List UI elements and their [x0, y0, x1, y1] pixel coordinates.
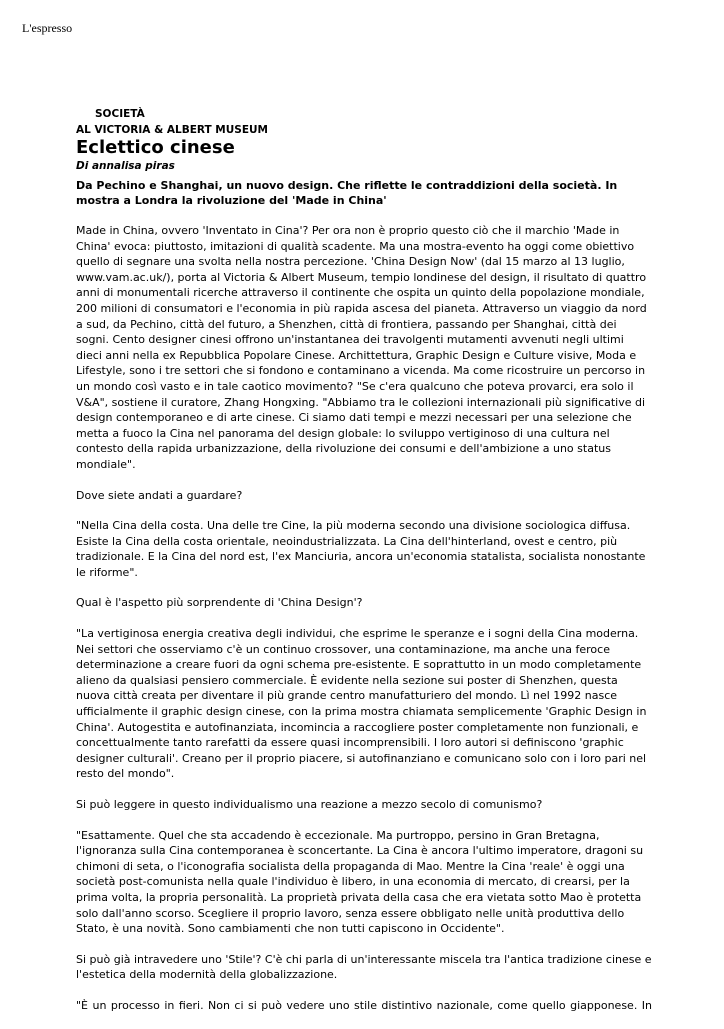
section-label: SOCIETÀ	[95, 108, 145, 120]
author-byline: Di annalisa piras	[76, 160, 175, 172]
answer-2: "La vertiginosa energia creativa degli individui, che esprime le speranze e i sogni della Cina moderna. Nei settori che osserviamo c'è un continuo crossover, una contaminazione, ma anche una feroce determinazione a creare fuori da ogni schema pre-esistente. E soprattutto in un modo completamente alieno da qualsiasi pensiero commerciale. È evidente nella sezione sui poster di Shenzhen, questa nuova città creata per diventare il più grande centro manufatturiero del mondo. Lì nel 1992 nasce ufficialmente il graphic design cinese, con la prima mostra chiamata semplicemente 'Graphic Design in China'. Autogestita e autofinanziata, incomincia a raccogliere poster completamente non funzionali, e concettualmente tanto rarefatti da essere quasi incomprensibili. I loro autori si definiscono 'graphic designer culturali'. Creano per il proprio piacere, si autofinanziano e comunicano solo con i loro pari nel resto del mondo".	[76, 627, 647, 781]
kicker: AL VICTORIA & ALBERT MUSEUM	[76, 124, 268, 136]
article-body	[76, 223, 652, 1014]
question-3: Si può leggere in questo individualismo una reazione a mezzo secolo di comunismo?	[76, 798, 543, 811]
question-4: Si può già intravedere uno 'Stile'? C'è chi parla di un'interessante miscela tra l'antica tradizione cinese e l'estetica della modernità della globalizzazione.	[76, 952, 652, 982]
answer-1: "Nella Cina della costa. Una delle tre Cine, la più moderna secondo una divisione sociologica diffusa. Esiste la Cina della costa orientale, neoindustrializzata. La Cina dell'hinterland, ovest e centro, più tradizionale. E la Cina del nord est, l'ex Manciuria, ancora un'economia statalista, socialista nonostante le riforme".	[76, 519, 646, 579]
answer-3: "Esattamente. Quel che sta accadendo è eccezionale. Ma purtroppo, persino in Gran Bretagna, l'ignoranza sulla Cina contemporanea è sconcertante. La Cina è ancora l'ultimo imperatore, dragoni su chimoni di seta, o l'iconografia socialista della propaganda di Mao. Mentre la Cina 'reale' è oggi una società post-comunista nella quale l'individuo è libero, in una economia di mercato, di crearsi, per la prima volta, la propria personalità. La proprietà privata della casa che era vietata sotto Mao è protetta solo dall'anno scorso. Scegliere il proprio lavoro, senza essere obbligato nelle unità produttiva dello Stato, è una novità. Sono cambiamenti che non tutti capiscono in Occidente".	[76, 828, 644, 936]
question-2: Qual è l'aspetto più sorprendente di 'China Design'?	[76, 596, 363, 610]
answer-4-partial: "È un processo in fieri. Non ci si può vedere uno stile distintivo nazionale, come quello giapponese. In	[76, 998, 652, 1012]
article-subtitle: Da Pechino e Shanghai, un nuovo design. Che riflette le contraddizioni della società. In mostra a Londra la rivoluzione del 'Made in China'	[76, 179, 618, 207]
paragraph-intro: Made in China, ovvero 'Inventato in Cina'? Per ora non è proprio questo ciò che il marchio 'Made in China' evoca: piuttosto, imitazioni di qualità scadente. Ma una mostra-evento ha oggi come obiettivo quello di segnare una svolta nella nostra percezione. 'China Design Now' (dal 15 marzo al 13 luglio, www.vam.ac.uk/), porta al Victoria & Albert Museum, tempio londinese del design, il risultato di quattro anni di monumentali ricerche attraverso il continente che ospita un quinto della popolazione mondiale, 200 milioni di consumatori e l'economia in più rapida ascesa del pianeta. Attraverso un viaggio da nord a sud, da Pechino, città del futuro, a Shenzhen, città di frontiera, passando per Shanghai, città dei sogni. Cento designer cinesi offrono un'instantanea dei travolgenti mutamenti avvenuti negli ultimi dieci anni nella ex Repubblica Popolare Cinese. Archittettura, Graphic Design e Culture visive, Moda e Lifestyle, sono i tre settori che si fondono e contaminano a vicenda. Ma come ricostruire un percorso in un mondo così vasto e in tale caotico movimento? "Se c'era qualcuno che poteva provarci, era solo il V&A", sostiene il curatore, Zhang Hongxing. "Abbiamo tra le collezioni internazionali più significative di design contemporaneo e di arte cinese. Ci siamo dati tempi e mezzi necessari per una selezione che metta a fuoco la Cina nel panorama del design globale: lo sviluppo vertiginoso di una cultura nel contesto della rapida urbanizzazione, della rivoluzione dei consumi e dell'ambizione a uno status mondiale".	[76, 224, 647, 471]
article	[76, 108, 652, 1029]
article-title: Eclettico cinese	[76, 137, 235, 158]
question-1: Dove siete andati a guardare?	[76, 488, 243, 502]
publication-name: L'espresso	[22, 21, 73, 35]
